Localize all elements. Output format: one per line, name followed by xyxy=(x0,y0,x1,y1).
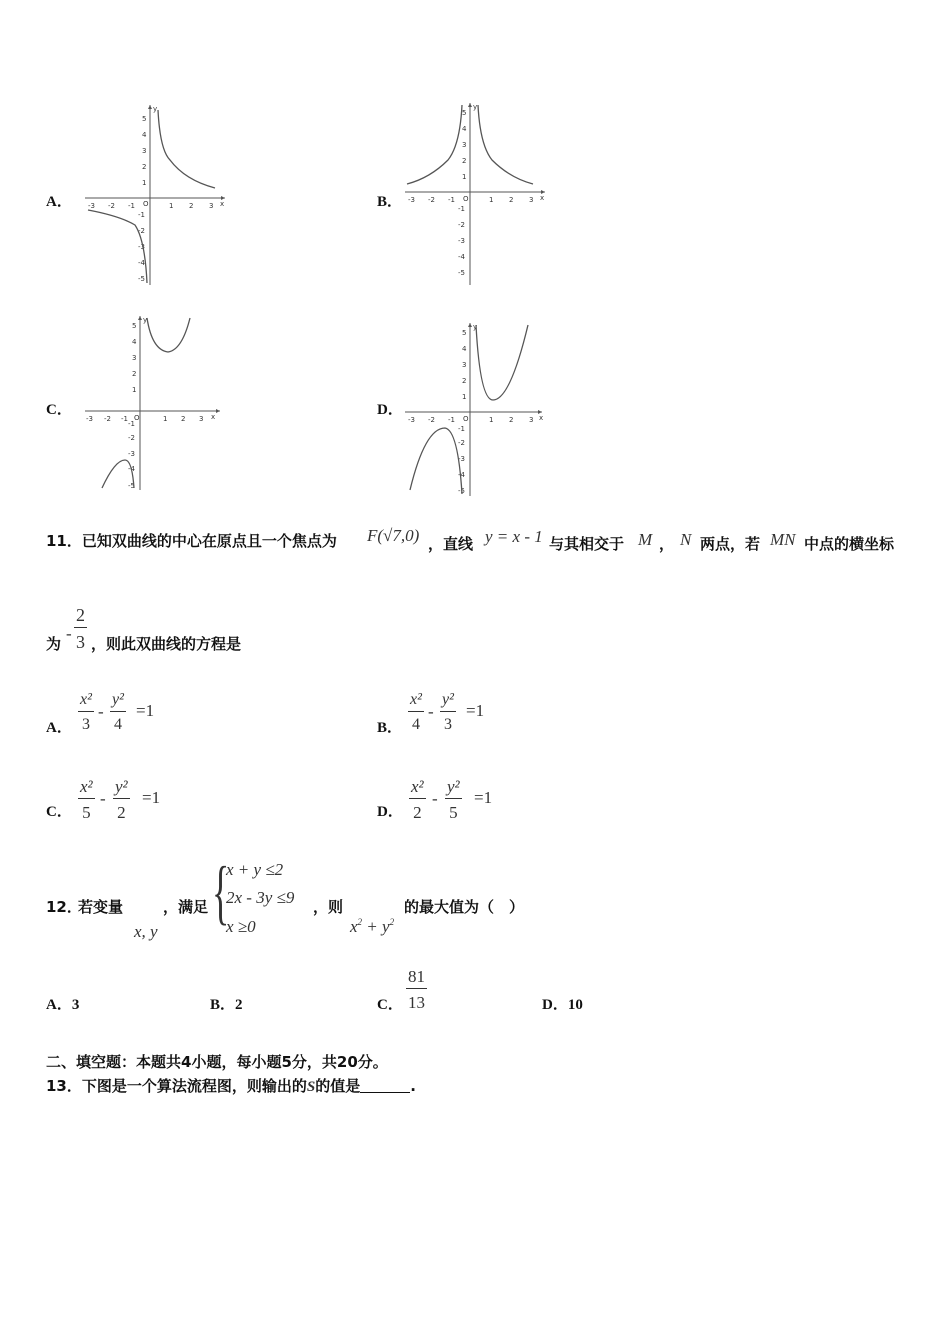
svg-text:2: 2 xyxy=(142,163,147,171)
svg-text:O: O xyxy=(134,414,140,422)
svg-text:-1: -1 xyxy=(448,416,455,424)
svg-text:O: O xyxy=(463,415,469,423)
svg-text:-1: -1 xyxy=(128,202,135,210)
svg-text:x: x xyxy=(211,413,216,421)
svg-text:O: O xyxy=(463,195,469,203)
q11-option-c-frac1: x² 5 xyxy=(80,777,93,822)
q11-option-b-label[interactable]: B． xyxy=(377,720,403,736)
svg-text:3: 3 xyxy=(209,202,214,210)
q11-option-c-label[interactable]: C． xyxy=(46,804,72,820)
svg-text:-4: -4 xyxy=(458,253,465,261)
svg-text:y: y xyxy=(473,323,478,331)
q11-option-d-label[interactable]: D． xyxy=(377,804,403,820)
q11-option-a-frac2: y² 4 xyxy=(112,691,124,733)
svg-text:-3: -3 xyxy=(138,243,145,251)
svg-text:O: O xyxy=(143,200,149,208)
svg-text:-2: -2 xyxy=(138,227,145,235)
question-13: 13．下图是一个算法流程图，则输出的S的值是 . xyxy=(46,1077,416,1095)
svg-text:1: 1 xyxy=(169,202,174,210)
q12-option-c-frac: 81 13 xyxy=(408,967,425,1012)
q12-constraint-2: 2x - 3y ≤9 xyxy=(226,888,295,907)
svg-text:-1: -1 xyxy=(128,420,135,428)
svg-text:-1: -1 xyxy=(121,415,128,423)
svg-text:-4: -4 xyxy=(458,471,465,479)
svg-text:3: 3 xyxy=(132,354,137,362)
svg-text:-3: -3 xyxy=(458,455,465,463)
svg-text:-3: -3 xyxy=(458,237,465,245)
option-c-label[interactable]: C． xyxy=(46,402,72,418)
svg-text:-5: -5 xyxy=(138,275,145,283)
svg-text:4: 4 xyxy=(462,125,467,133)
graph-b xyxy=(400,100,550,290)
svg-text:1: 1 xyxy=(489,196,494,204)
svg-text:2: 2 xyxy=(181,415,186,423)
svg-text:y: y xyxy=(143,316,148,324)
svg-text:1: 1 xyxy=(132,386,137,394)
svg-text:5: 5 xyxy=(462,329,467,337)
svg-text:5: 5 xyxy=(132,322,137,330)
q11-option-d-frac2: y² 5 xyxy=(447,777,460,822)
svg-text:x: x xyxy=(540,194,545,202)
q12-expression: $x^2 + y^2$ xyxy=(350,917,395,936)
svg-text:3: 3 xyxy=(529,196,534,204)
svg-text:y: y xyxy=(473,103,478,111)
svg-text:-2: -2 xyxy=(428,196,435,204)
svg-text:-2: -2 xyxy=(458,221,465,229)
svg-text:4: 4 xyxy=(462,345,467,353)
option-a-label[interactable]: A． xyxy=(46,194,72,210)
q11-option-a-label[interactable]: A． xyxy=(46,720,72,736)
section-2-heading: 二、填空题：本题共4小题，每小题5分，共20分。 xyxy=(46,1053,388,1071)
q11-option-b-frac1: x² 4 xyxy=(410,691,422,733)
q12-option-b[interactable]: B．2 xyxy=(210,997,243,1013)
q12-option-c-label[interactable]: C． xyxy=(377,997,403,1013)
q11-point-n: N xyxy=(680,530,692,549)
svg-text:-3: -3 xyxy=(408,196,415,204)
svg-text:1: 1 xyxy=(142,179,147,187)
svg-text:-5: -5 xyxy=(128,482,135,490)
svg-text:-5: -5 xyxy=(458,487,465,495)
q12-vars: x, y xyxy=(134,922,158,941)
q12-constraint-3: x ≥0 xyxy=(226,917,256,936)
svg-text:-2: -2 xyxy=(128,434,135,442)
question-11-line1: 11．已知双曲线的中心在原点且一个焦点为 xyxy=(46,532,337,550)
svg-text:2: 2 xyxy=(132,370,137,378)
svg-text:4: 4 xyxy=(142,131,147,139)
q11-option-c-frac2: y² 2 xyxy=(115,777,128,822)
svg-text:1: 1 xyxy=(163,415,168,423)
svg-text:4: 4 xyxy=(132,338,137,346)
svg-text:1: 1 xyxy=(462,393,467,401)
q11-option-b-frac2: y² 3 xyxy=(442,691,454,733)
svg-text:-3: -3 xyxy=(408,416,415,424)
svg-text:1: 1 xyxy=(462,173,467,181)
svg-text:3: 3 xyxy=(462,361,467,369)
svg-text:x: x xyxy=(539,414,544,422)
svg-text:-1: -1 xyxy=(458,425,465,433)
svg-text:3: 3 xyxy=(199,415,204,423)
q12-constraint-1: x + y ≤2 xyxy=(226,860,284,879)
svg-text:5: 5 xyxy=(142,115,147,123)
svg-text:-1: -1 xyxy=(458,205,465,213)
option-d-label[interactable]: D． xyxy=(377,402,403,418)
svg-text:-4: -4 xyxy=(128,465,135,473)
graph-a xyxy=(80,100,230,290)
q11-segment-mn: MN xyxy=(770,530,796,549)
q11-fraction: 2 3 xyxy=(76,605,85,652)
svg-text:3: 3 xyxy=(462,141,467,149)
graph-d xyxy=(400,320,550,500)
svg-text:-2: -2 xyxy=(428,416,435,424)
svg-text:2: 2 xyxy=(509,416,514,424)
svg-text:x: x xyxy=(220,200,225,208)
q11-line-eq: y = x - 1 xyxy=(485,527,543,546)
q11-point-m: M xyxy=(638,530,653,549)
svg-text:-2: -2 xyxy=(458,439,465,447)
q13-var-s: S xyxy=(306,1079,316,1095)
svg-text:-5: -5 xyxy=(458,269,465,277)
q11-option-d-frac1: x² 2 xyxy=(411,777,424,822)
svg-text:5: 5 xyxy=(462,109,467,117)
svg-text:-1: -1 xyxy=(448,196,455,204)
q11-focus: F(√7,0) xyxy=(367,526,420,545)
svg-text:y: y xyxy=(153,105,158,113)
svg-text:-3: -3 xyxy=(128,450,135,458)
q11-number: 11． xyxy=(46,532,82,550)
q12-option-d[interactable]: D．10 xyxy=(542,997,583,1013)
graph-c xyxy=(80,310,230,495)
svg-text:-2: -2 xyxy=(108,202,115,210)
q11-option-a-frac1: x² 3 xyxy=(80,691,92,733)
svg-text:2: 2 xyxy=(462,157,467,165)
svg-text:2: 2 xyxy=(189,202,194,210)
svg-text:2: 2 xyxy=(462,377,467,385)
svg-text:-2: -2 xyxy=(104,415,111,423)
svg-text:-1: -1 xyxy=(138,211,145,219)
svg-text:3: 3 xyxy=(142,147,147,155)
option-b-label[interactable]: B． xyxy=(377,194,403,210)
svg-text:-3: -3 xyxy=(88,202,95,210)
svg-text:1: 1 xyxy=(489,416,494,424)
q13-answer-blank[interactable] xyxy=(360,1078,410,1093)
svg-text:-4: -4 xyxy=(138,259,145,267)
q12-option-a[interactable]: A．3 xyxy=(46,997,80,1013)
svg-text:3: 3 xyxy=(529,416,534,424)
svg-text:2: 2 xyxy=(509,196,514,204)
q12-number: 12． xyxy=(46,898,82,916)
q12-brace: { xyxy=(212,852,230,932)
svg-text:-3: -3 xyxy=(86,415,93,423)
